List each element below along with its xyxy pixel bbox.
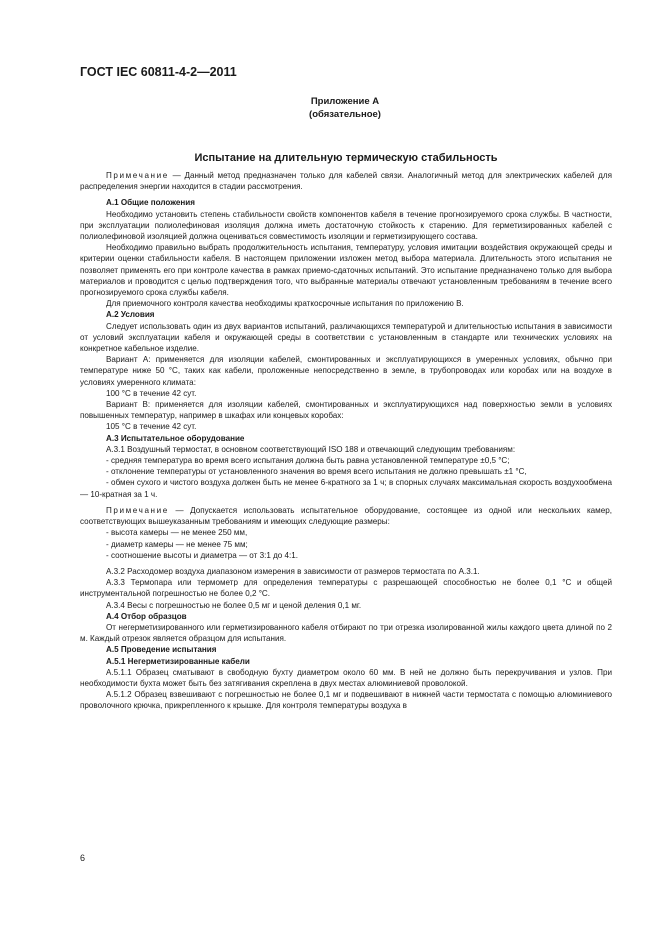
paragraph: А.5.1.2 Образец взвешивают с погрешностью не более 0,1 мг и подвешивают в нижней части термостата с помощью алюминиевого проволочного крючка, прикрепленного к крышке. Для контроля температуры воздуха в	[80, 690, 612, 711]
document-body	[80, 170, 612, 712]
section-heading: А.1 Общие положения	[106, 198, 195, 208]
list-item: - средняя температура во время всего испытания должна быть равна установленной температуре ±0,5 °С;	[106, 456, 510, 466]
note-label: Примечание	[106, 505, 169, 515]
paragraph: Вариант В: применяется для изоляции кабелей, смонтированных и эксплуатирующихся над поверхностью земли в условиях повышенных температур, например в шкафах или концевых коробах:	[80, 400, 612, 421]
annex-status: (обязательное)	[309, 109, 381, 120]
page-title: Испытание на длительную термическую стабильность	[194, 152, 498, 164]
document-code: ГОСТ IEC 60811-4-2—2011	[80, 65, 237, 79]
paragraph: Для приемочного контроля качества необходимы краткосрочные испытания по приложению В.	[106, 299, 464, 309]
page-number: 6	[80, 853, 86, 863]
list-item: - отклонение температуры от установленного значения во время всего испытания не должно превышать ±1 °С,	[106, 467, 527, 477]
section-heading: А.2 Условия	[106, 310, 155, 320]
paragraph: А.3.2 Расходомер воздуха диапазоном измерения в зависимости от размеров термостата по А.3.1.	[106, 566, 480, 576]
paragraph: Следует использовать один из двух вариантов испытаний, различающихся температурой и длительностью испытания в зависимости от условий эксплуатации кабеля и окружающей среды в соответствии с установленным в стандарте или технических условиях на конкретное кабельное изделие.	[80, 321, 612, 354]
note-text: — Допускается использовать испытательное оборудование, состоящее из одной или нескольких камер, соответствующих вышеуказанным требованиям и имеющих следующие размеры:	[80, 505, 612, 527]
note-text: — Данный метод предназначен только для кабелей связи. Аналогичный метод для электрических кабелей для распределения энергии находится в стадии рассмотрения.	[80, 171, 612, 192]
section-heading: А.3 Испытательное оборудование	[106, 433, 245, 443]
list-item: - обмен сухого и чистого воздуха должен быть не менее 6-кратного за 1 ч; в спорных случаях максимальная скорость воздухообмена — 10-кратная за 1 ч.	[80, 478, 612, 499]
list-item: - диаметр камеры — не менее 75 мм;	[106, 539, 248, 549]
subsection-heading: А.5.1 Негерметизированные кабели	[106, 656, 250, 666]
note-paragraph	[80, 505, 612, 527]
paragraph: А.3.1 Воздушный термостат, в основном соответствующий ISO 188 и отвечающий следующим требованиям:	[106, 444, 516, 454]
paragraph: От негерметизированного или герметизированного кабеля отбирают по три отрезка изолированной жилы каждого цвета длиной по 2 м. Каждый отрезок является образцом для испытания.	[80, 622, 612, 644]
paragraph: А.3.3 Термопара или термометр для определения температуры с разрешающей способностью не более 0,1 °С и общей инструментальной погрешностью не более 0,2 °С.	[80, 578, 612, 599]
paragraph: А.3.4 Весы с погрешностью не более 0,5 мг и ценой деления 0,1 мг.	[106, 600, 362, 610]
list-item: - соотношение высоты и диаметра — от 3:1 до 4:1.	[106, 550, 299, 560]
paragraph: Необходимо установить степень стабильности свойств компонентов кабеля в течение прогнозируемого срока службы. В частности, при эксплуатации полиолефиновая изоляция должна иметь достаточную стойкость к старению. Для герметизированных кабелей с полиолефиновой изоляцией должна оцениваться совместимость изоляции и герметизирующего состава.	[80, 209, 612, 242]
note-paragraph	[80, 170, 612, 192]
condition-line: 105 °С в течение 42 сут.	[106, 422, 197, 432]
section-heading: А.4 Отбор образцов	[106, 611, 187, 621]
paragraph: Необходимо правильно выбрать продолжительность испытания, температуру, условия имитации воздействия окружающей среды и критерии оценки стабильности кабеля. В настоящем приложении изложен метод выбора материала. Длительность этого испытания не позволяет применять его при контроле качества в рамках приемо-сдаточных испытаний. Это испытание предназначено только для выбора материалов и проводится с целью подтверждения того, что выбранные материалы отвечают установленным требованиям в течение всего прогнозируемого срока службы кабеля.	[80, 243, 612, 298]
paragraph: Вариант А: применяется для изоляции кабелей, смонтированных и эксплуатирующихся в умеренных условиях, обычно при температуре ниже 50 °С, таких как кабели, проложенные непосредственно в земле, в трубопроводах или коробах или на воздухе в условиях умеренного климата:	[80, 355, 612, 387]
note-label: Примечание	[106, 171, 169, 180]
paragraph: А.5.1.1 Образец сматывают в свободную бухту диаметром около 60 мм. В ней не должно быть перекручивания и узлов. При необходимости бухта может быть без затягивания скреплена в двух местах алюминиевой проволокой.	[80, 667, 612, 688]
section-heading: А.5 Проведение испытания	[106, 645, 217, 655]
list-item: - высота камеры — не менее 250 мм,	[106, 528, 248, 538]
annex-label: Приложение А	[310, 96, 380, 107]
condition-line: 100 °С в течение 42 сут.	[106, 388, 197, 398]
